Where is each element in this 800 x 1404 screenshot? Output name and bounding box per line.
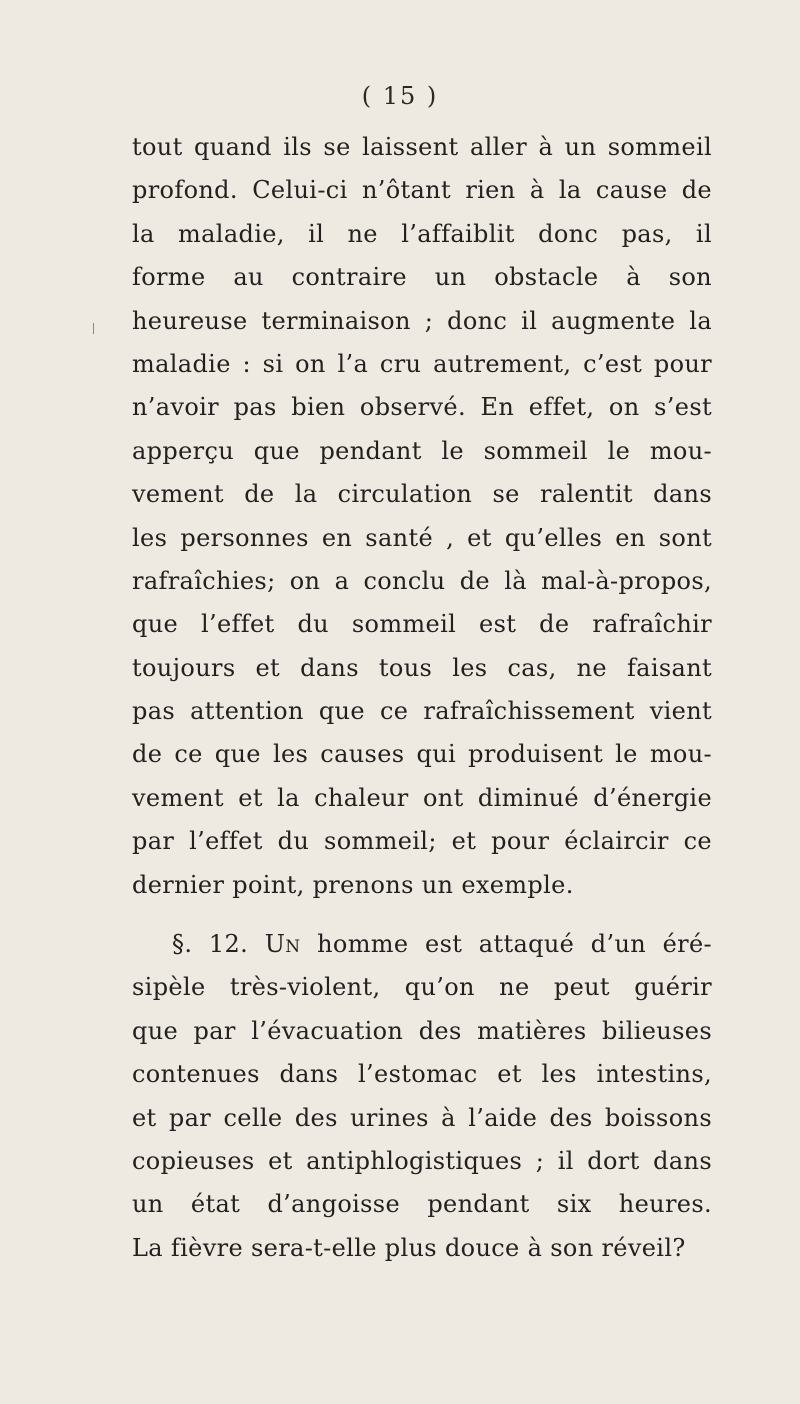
paragraph-spacing — [132, 907, 712, 923]
paragraph-1 — [132, 126, 712, 907]
text-line: maladie : si on l’a cru autrement, c’est pour — [132, 349, 712, 378]
text-line: sipèle très-violent, qu’on ne peut guérir — [132, 973, 712, 1002]
text-line: heureuse terminaison ; donc il augmente la — [132, 306, 712, 335]
first-line-rest: homme est attaqué d’un éré- — [300, 930, 713, 959]
paragraph-2 — [132, 923, 712, 1270]
text-line: vement de la circulation se ralentit dans — [132, 480, 712, 509]
text-line: copieuses et antiphlogistiques ; il dort dans — [132, 1146, 712, 1175]
text-line: et par celle des urines à l’aide des boissons — [132, 1103, 712, 1132]
text-line: la maladie, il ne l’affaiblit donc pas, il — [132, 219, 712, 248]
text-line: de ce que les causes qui produisent le mou- — [132, 740, 712, 769]
text-line: rafraîchies; on a conclu de là mal-à-propos, — [132, 566, 712, 595]
text-line: toujours et dans tous les cas, ne faisant — [132, 653, 712, 682]
text-line: que par l’évacuation des matières bilieuses — [132, 1016, 712, 1045]
body-text — [132, 126, 712, 1270]
text-line: forme au contraire un obstacle à son — [132, 263, 712, 292]
text-line: que l’effet du sommeil est de rafraîchir — [132, 610, 712, 639]
text-line: pas attention que ce rafraîchissement vient — [132, 697, 712, 726]
text-line: La fièvre sera-t-elle plus douce à son réveil? — [132, 1233, 686, 1262]
text-line: tout quand ils se laissent aller à un sommeil — [132, 133, 712, 161]
initial-word: Un — [264, 930, 301, 959]
margin-mark — [93, 323, 94, 334]
text-line: apperçu que pendant le sommeil le mou- — [132, 436, 712, 465]
text-line: les personnes en santé , et qu’elles en sont — [132, 523, 712, 552]
text-line: un état d’angoisse pendant six heures. — [132, 1190, 712, 1219]
text-line: profond. Celui-ci n’ôtant rien à la cause de — [132, 176, 712, 205]
text-line: par l’effet du sommeil; et pour éclaircir ce — [132, 827, 712, 856]
text-line: contenues dans l’estomac et les intestins, — [132, 1060, 712, 1089]
section-first-line — [132, 923, 712, 966]
text-line: n’avoir pas bien observé. En effet, on s’est — [132, 393, 712, 422]
text-line: dernier point, prenons un exemple. — [132, 870, 574, 899]
page-number: ( 15 ) — [361, 82, 439, 110]
section-number: §. 12. — [172, 930, 249, 959]
text-line: vement et la chaleur ont diminué d’énergie — [132, 783, 712, 812]
